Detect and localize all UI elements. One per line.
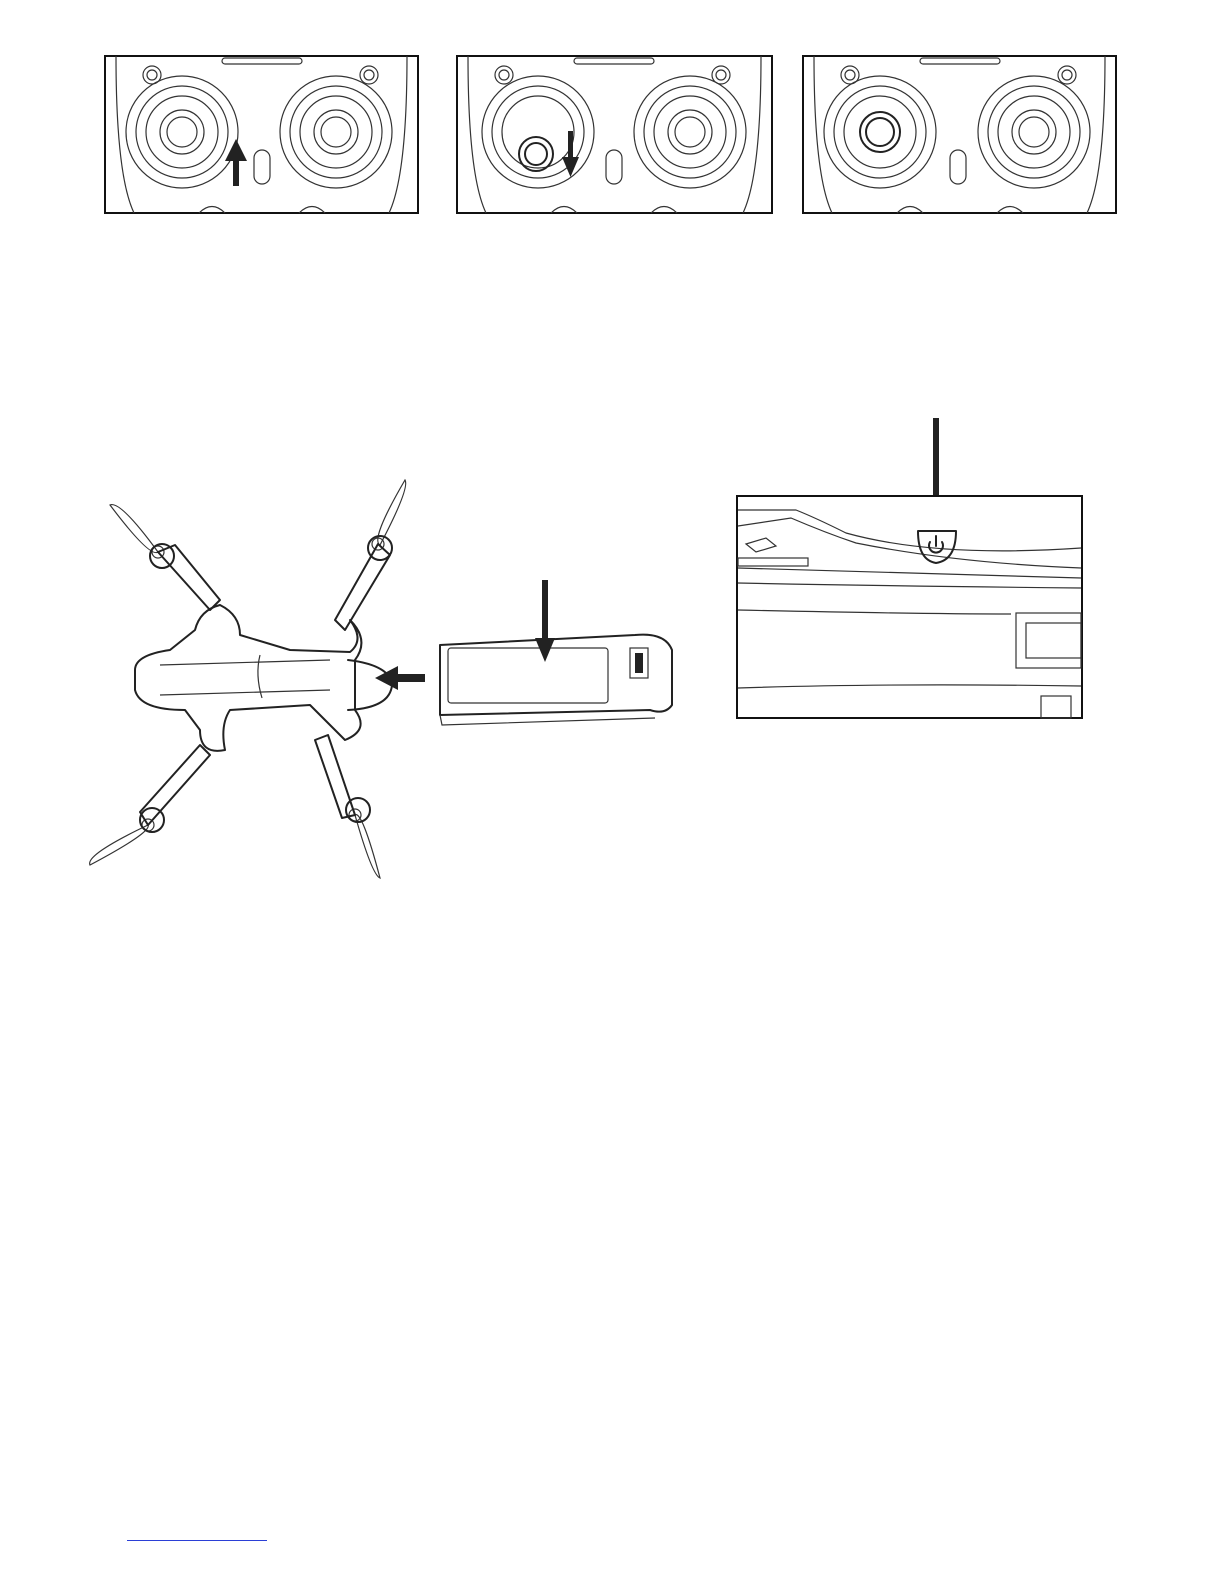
controller-panel-2	[456, 55, 773, 215]
propeller-top-left	[110, 505, 164, 558]
drone-battery-illustration	[80, 470, 700, 885]
controller-panel-1	[104, 55, 419, 215]
controller-panel-3	[802, 55, 1117, 215]
propeller-bottom-left	[90, 819, 154, 865]
footer-link-underline	[127, 1540, 267, 1541]
battery-pack	[440, 635, 672, 725]
down-arrow-icon	[535, 580, 555, 662]
power-button-closeup	[736, 418, 1084, 720]
